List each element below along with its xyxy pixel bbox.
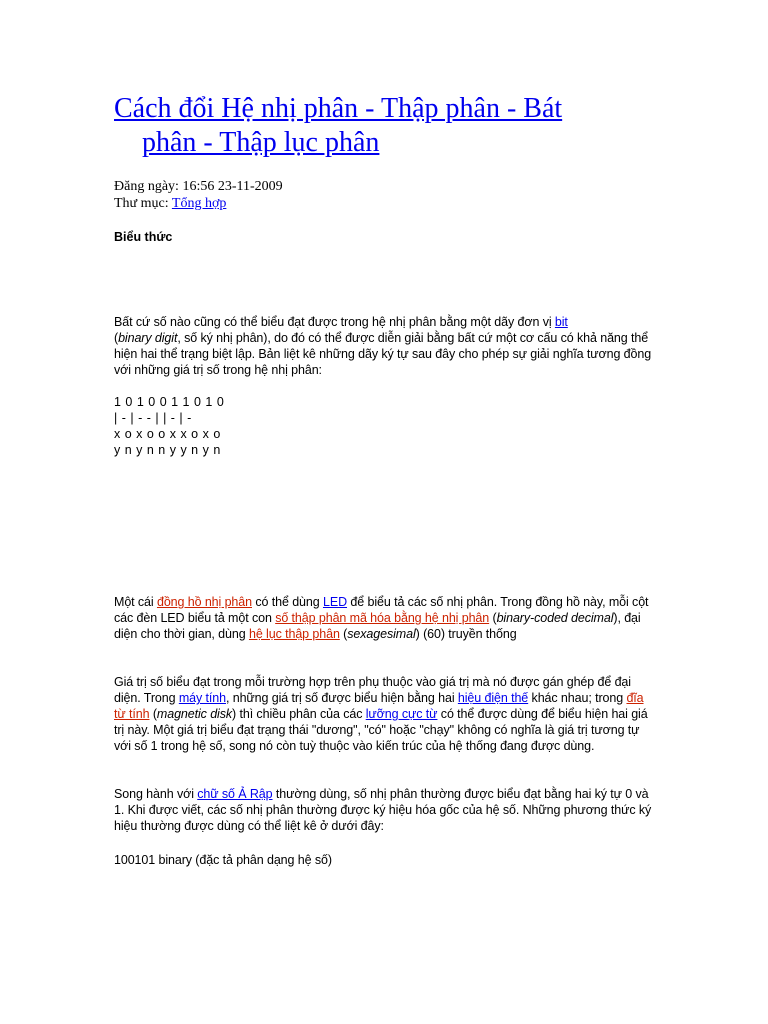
link-computer[interactable]: máy tính	[178, 691, 226, 705]
link-binary-clock[interactable]: đồng hồ nhị phân	[156, 595, 252, 609]
binary-row: y n y n n y y n y n	[114, 443, 221, 457]
p2-text-4: (	[489, 611, 497, 625]
paragraph-2	[114, 594, 654, 642]
link-arabic-numerals[interactable]: chữ số Ả Rập	[197, 787, 273, 801]
binary-row: | - | - - | | - | -	[114, 411, 192, 425]
p1-text-3: , số ký nhị phân), do đó có thể được diễn giải bằng bất cứ một cơ cấu có khả năng thể hiện hai thể trạng biệt lập. Bản liệt kê những dãy ký tự sau đây cho phép sự giải nghĩa tương đồng với những giá trị số trong hệ nhị phân:	[114, 331, 652, 377]
paragraph-3	[114, 674, 654, 754]
p3-italic-magnetic-disk: magnetic disk	[156, 707, 233, 721]
link-bit[interactable]: bit	[554, 315, 568, 329]
p2-italic-bcd: binary-coded decimal	[496, 611, 614, 625]
binary-row: x o x o o x x o x o	[114, 427, 221, 441]
folder-link[interactable]: Tổng hợp	[171, 196, 227, 211]
link-led[interactable]: LED	[322, 595, 348, 609]
p2-text-6: (	[339, 627, 348, 641]
p3-text-5: ) thì chiều phân của các	[232, 707, 366, 721]
p3-text-3: khác nhau; trong	[528, 691, 627, 705]
p2-text-3: để biểu tả các số nhị phân. Trong đồng hồ này, mỗi cột các đèn LED biểu tả một con	[114, 595, 649, 625]
p1-text-2: (	[114, 331, 119, 345]
p2-text-2: có thể dùng	[252, 595, 323, 609]
p4-text-1: Song hành với	[114, 787, 198, 801]
paragraph-5: 100101 binary (đặc tả phân dạng hệ số)	[114, 853, 332, 867]
article-meta	[114, 178, 283, 212]
p1-italic-binary-digit: binary digit	[118, 331, 178, 345]
link-magnetic-disk[interactable]: đĩa từ tính	[114, 691, 644, 721]
posted-date-row	[114, 178, 283, 195]
paragraph-4	[114, 786, 654, 834]
link-magnetic-dipole[interactable]: lưỡng cực từ	[365, 707, 438, 721]
title-line-1[interactable]: Cách đổi Hệ nhị phân - Thập phân - Bát	[114, 93, 563, 124]
posted-value: 16:56 23-11-2009	[182, 179, 283, 194]
folder-row	[114, 195, 283, 212]
link-voltage[interactable]: hiệu điện thế	[457, 691, 529, 705]
p1-text-1: Bất cứ số nào cũng có thể biểu đạt được trong hệ nhị phân bằng một dãy đơn vị	[114, 315, 555, 329]
p3-text-6: có thể được dùng để biểu hiện hai giá trị này. Một giá trị biểu đạt trạng thái "dương", "có" hoặc "chạy" không có nghĩa là giá trị tương tự với số 1 trong hệ số, song nó còn tuỳ thuộc vào kiến trúc của hệ thống đang được dùng.	[114, 707, 648, 753]
p2-text-7: ) (60) truyền thống	[415, 627, 517, 641]
p2-text-1: Một cái	[114, 595, 157, 609]
p2-text-5: ), đại diện cho thời gian, dùng	[114, 611, 641, 641]
paragraph-1	[114, 314, 654, 378]
posted-label: Đăng ngày:	[114, 179, 179, 194]
binary-representation-block	[114, 394, 224, 458]
p3-text-1: Giá trị số biểu đạt trong mỗi trường hợp trên phụ thuộc vào giá trị mà nó được gán ghép để đại diện. Trong	[114, 675, 631, 705]
article-title[interactable]	[114, 92, 674, 160]
link-bcd[interactable]: số thập phân mã hóa bằng hệ nhị phân	[275, 611, 490, 625]
section-heading: Biểu thức	[114, 230, 173, 244]
p4-text-2: thường dùng, số nhị phân thường được biểu đạt bằng hai ký tự 0 và 1. Khi được viết, các số nhị phân thường được ký hiệu hóa gốc của hệ số. Những phương thức ký hiệu thường được dùng có thể liệt kê ở dưới đây:	[114, 787, 652, 833]
folder-label: Thư mục:	[114, 196, 169, 211]
p2-italic-sexagesimal: sexagesimal	[347, 627, 416, 641]
link-sexagesimal[interactable]: hệ lục thập phân	[248, 627, 340, 641]
title-line-2[interactable]: phân - Thập lục phân	[142, 127, 380, 158]
p3-text-4: (	[149, 707, 157, 721]
p3-text-2: , những giá trị số được biểu hiện bằng hai	[225, 691, 458, 705]
binary-row: 1 0 1 0 0 1 1 0 1 0	[114, 395, 225, 409]
